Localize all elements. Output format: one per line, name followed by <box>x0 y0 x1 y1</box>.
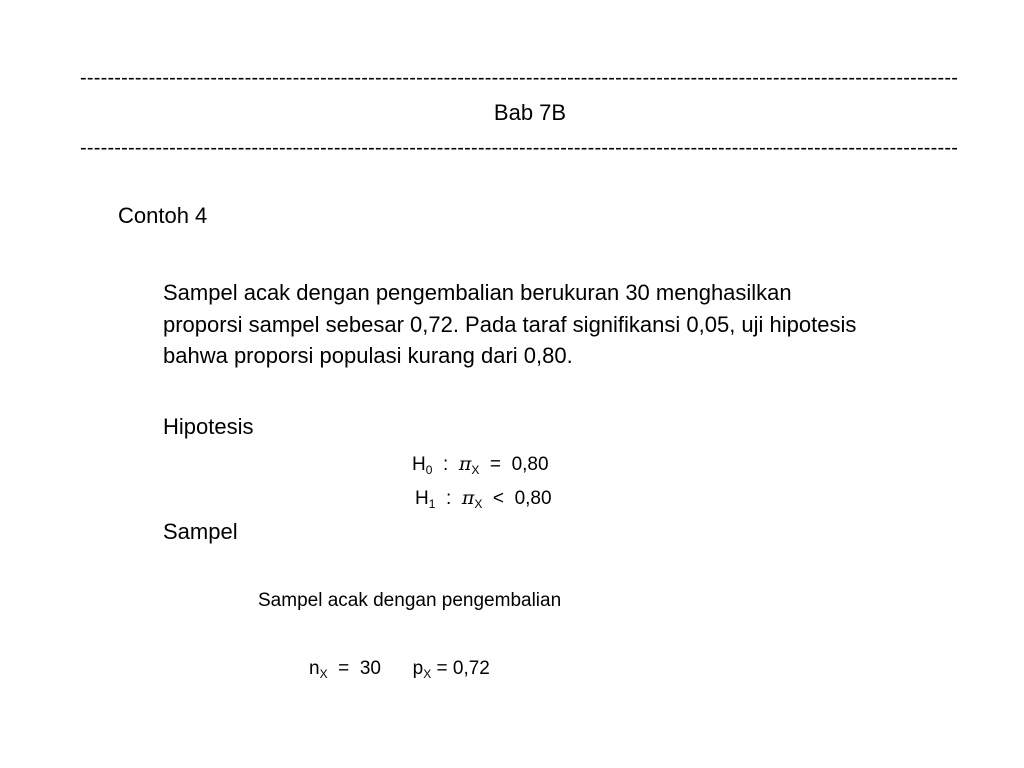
null-hypothesis <box>412 452 549 477</box>
problem-line: Sampel acak dengan pengembalian berukuran 30 menghasilkan <box>163 280 792 305</box>
h1-symbol: H <box>415 488 429 509</box>
h0-value: 0,80 <box>511 454 549 475</box>
header-rule-top: -------------------------------------------------------------------------------------------------------------------------------- <box>80 67 959 89</box>
example-heading: Contoh 4 <box>118 203 208 228</box>
alternative-hypothesis <box>415 486 552 511</box>
h1-pi-subscript: X <box>474 497 483 511</box>
h1-subscript: 1 <box>428 497 436 511</box>
n-subscript: X <box>319 667 328 681</box>
h0-relation: = <box>479 454 512 475</box>
n-symbol: n <box>309 658 320 679</box>
h1-colon: : <box>435 488 462 509</box>
p-symbol: p <box>412 658 424 679</box>
problem-statement <box>163 277 993 372</box>
h1-pi-symbol: π <box>461 487 475 509</box>
h0-pi-symbol: π <box>458 453 472 475</box>
stats-gap <box>381 658 413 679</box>
sample-statistics <box>309 657 490 681</box>
hypothesis-heading: Hipotesis <box>163 414 254 439</box>
problem-line: bahwa proporsi populasi kurang dari 0,80. <box>163 343 573 368</box>
header-rule-bottom: -------------------------------------------------------------------------------------------------------------------------------- <box>80 137 959 159</box>
sample-description: Sampel acak dengan pengembalian <box>258 590 562 611</box>
p-subscript: X <box>423 667 432 681</box>
h1-value: 0,80 <box>514 488 552 509</box>
p-value: 0,72 <box>452 658 490 679</box>
h0-symbol: H <box>412 454 426 475</box>
problem-line: proporsi sampel sebesar 0,72. Pada taraf signifikansi 0,05, uji hipotesis <box>163 311 857 337</box>
h0-subscript: 0 <box>425 463 433 477</box>
h0-pi-subscript: X <box>471 463 480 477</box>
n-value: 30 <box>359 658 381 679</box>
n-equals: = <box>327 658 360 679</box>
h0-colon: : <box>432 454 459 475</box>
sample-heading: Sampel <box>163 519 238 544</box>
p-equals: = <box>431 658 453 679</box>
h1-relation: < <box>482 488 515 509</box>
chapter-title: Bab 7B <box>493 100 567 125</box>
